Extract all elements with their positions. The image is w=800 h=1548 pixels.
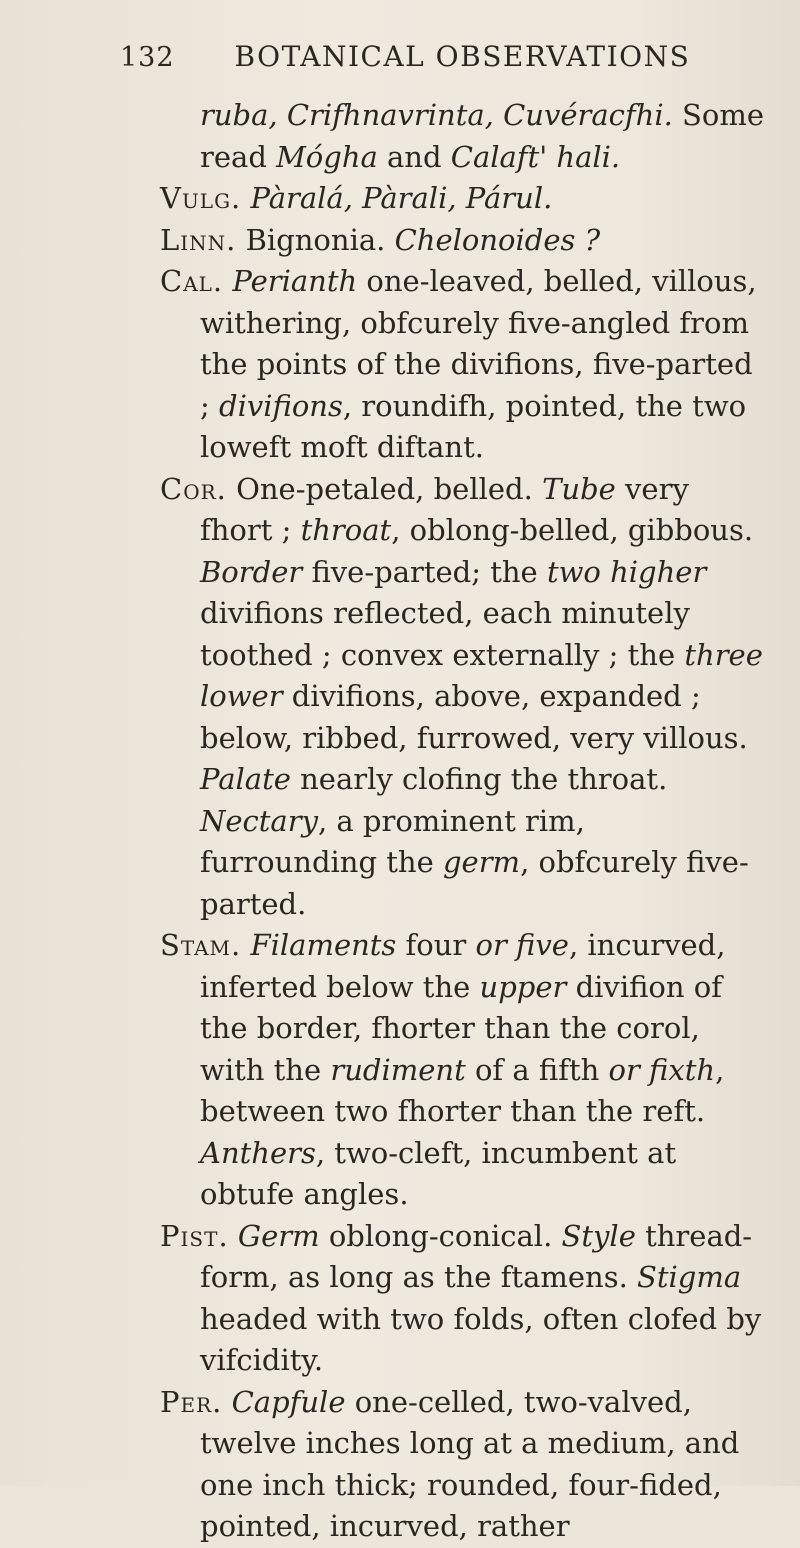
italic-term: Nectary	[200, 803, 318, 838]
italic-term: Mógha	[276, 139, 378, 174]
section-tag: Cal.	[160, 264, 224, 298]
running-title: BOTANICAL OBSERVATIONS	[234, 40, 691, 73]
text-run: thread-form, as long as the ftamens.	[200, 1218, 753, 1294]
italic-term: Tube	[542, 471, 616, 506]
text-run: Bignonia.	[236, 222, 395, 257]
text-run: , a prominent rim, furrounding the	[200, 803, 585, 879]
text-run: , incurved, inferted below the	[200, 928, 726, 1004]
italic-term: two higher	[546, 554, 707, 589]
text-run: Some read	[200, 98, 765, 174]
text-run: five-parted; the	[302, 554, 547, 589]
text-run: and	[377, 139, 451, 174]
text-run: very fhort ;	[200, 471, 689, 547]
paragraph-entry	[160, 261, 770, 469]
page-number: 132	[120, 42, 175, 73]
section-tag: Per.	[160, 1384, 223, 1419]
text-run: one-celled, two-valved, twelve inches long at a medium, and one inch thick; rounded, four-fided, pointed, incurved, rather	[200, 1384, 740, 1543]
paragraph-entry	[160, 220, 770, 262]
text-run: nearly clofing the throat.	[290, 762, 668, 796]
section-tag: Linn.	[160, 222, 237, 257]
italic-term: Calaft' hali.	[450, 139, 621, 174]
italic-term: Pàralá, Pàrali, Párul.	[241, 181, 553, 215]
text-run: One-petaled, belled.	[226, 471, 543, 506]
italic-term: ruba, Crifhnavrinta, Cuvéracfhi.	[200, 98, 673, 132]
section-tag: Vulg.	[160, 181, 242, 215]
italic-term: Border	[200, 554, 303, 589]
paragraph-entry	[160, 1216, 770, 1382]
text-run: divifions, above, expanded ; below, ribbed, furrowed, very villous.	[200, 679, 748, 755]
paragraph-entry	[160, 1382, 770, 1548]
text-run: , roundifh, pointed, the two loweft moft diftant.	[200, 388, 747, 464]
text-run: , oblong-belled, gibbous.	[391, 513, 754, 547]
italic-term: upper	[479, 969, 567, 1004]
italic-term: rudiment	[330, 1052, 466, 1087]
italic-term: throat	[300, 513, 392, 547]
paragraph-entry	[160, 95, 770, 178]
paragraph-entry	[160, 178, 770, 220]
italic-term: Chelonoides ?	[394, 222, 601, 257]
text-run: one-leaved, belled, villous, withering, obfcurely five-angled from the points of the divifions, five-parted ;	[200, 264, 757, 423]
text-run: oblong-conical.	[319, 1218, 562, 1253]
italic-term: Perianth	[223, 264, 358, 298]
text-run: four	[396, 928, 476, 962]
italic-term: Style	[561, 1218, 636, 1253]
section-tag: Cor.	[160, 471, 227, 506]
text-run: , between two fhorter than the reft.	[200, 1052, 725, 1128]
section-tag: Stam.	[160, 928, 242, 962]
text-run: divifions reflected, each minutely toothed ; convex externally ; the	[200, 596, 690, 672]
italic-term: Anthers	[200, 1135, 316, 1170]
section-tag: Pist.	[160, 1218, 229, 1253]
italic-term: Germ	[228, 1218, 320, 1253]
text-run: headed with two folds, often clofed by vifcidity.	[200, 1301, 762, 1377]
text-run: , two-cleft, incumbent at obtufe angles.	[200, 1135, 677, 1211]
italic-term: divifions	[219, 388, 343, 423]
italic-term: or five	[475, 928, 569, 962]
italic-term: three lower	[200, 637, 763, 713]
paragraph-entry	[160, 469, 770, 926]
italic-term: Filaments	[241, 928, 397, 962]
paragraph-entry	[160, 925, 770, 1216]
italic-term: Stigma	[637, 1260, 742, 1294]
page-body	[160, 95, 770, 1548]
text-run: divifion of the border, fhorter than the corol, with the	[200, 969, 722, 1087]
italic-term: Palate	[200, 762, 291, 796]
italic-term: Capfule	[222, 1384, 346, 1419]
italic-term: or fixth	[608, 1052, 716, 1087]
text-run: of a fifth	[465, 1052, 609, 1087]
text-run: , obfcurely five-parted.	[200, 845, 749, 921]
italic-term: germ	[442, 845, 521, 879]
page-header	[120, 40, 760, 73]
